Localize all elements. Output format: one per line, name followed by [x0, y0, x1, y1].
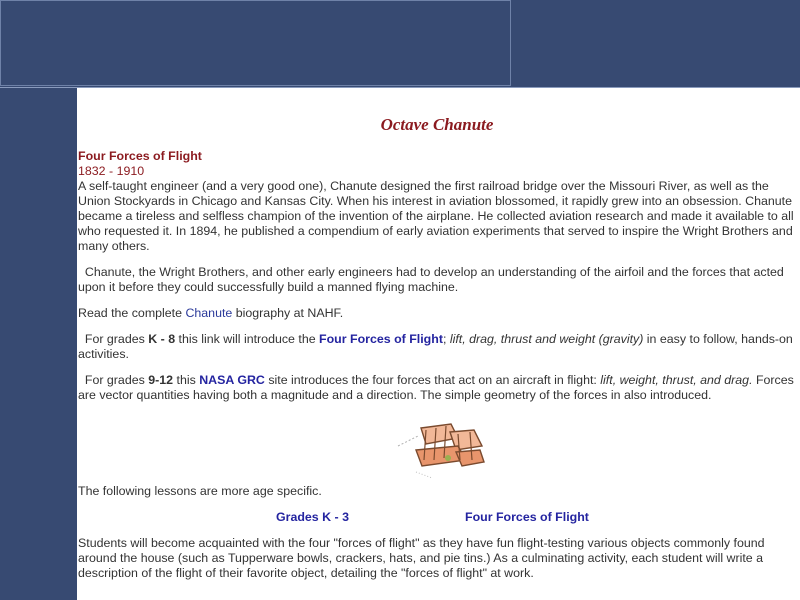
- page-title: Octave Chanute: [380, 115, 494, 134]
- grades-k3-link[interactable]: Grades K - 3: [276, 510, 349, 524]
- g912-suffix: Forces are vector quantities having both a magnitude and a direction. The simple geometry of the forces in also introduced.: [78, 373, 794, 402]
- header-panel: [0, 0, 511, 86]
- k8-mid: this link will introduce the: [175, 332, 320, 346]
- bio-paragraph: A self-taught engineer (and a very good one), Chanute designed the first railroad bridge over the Missouri River, as well as the Union Stockyards in Chicago and Kansas City. When his interest in aviation blossomed, it rapidly grew into an obsession. Chanute became a tireless and selfless champion of the invention of the airplane. He collected aviation research and made it available to all who requested it. In 1894, he published a compendium of early aviation experiments that served to inspire the Wright Brothers and many others.: [78, 179, 794, 253]
- four-forces-link[interactable]: Four Forces of Flight: [319, 332, 443, 346]
- k8-suffix: in easy to follow, hands-on activities.: [78, 332, 793, 361]
- g912-text: site introduces the four forces that act on an aircraft in flight:: [264, 373, 601, 387]
- read-suffix: biography at NAHF.: [232, 306, 344, 320]
- age-specific-paragraph: The following lessons are more age specific.: [78, 484, 322, 498]
- lesson-four-forces-link[interactable]: Four Forces of Flight: [465, 510, 589, 524]
- g912-prefix: For grades: [78, 373, 149, 387]
- wright-flyer-icon: [396, 416, 486, 482]
- lifespan-years: 1832 - 1910: [78, 164, 145, 178]
- k8-sep: ;: [442, 332, 450, 346]
- g912-mid: this: [173, 373, 200, 387]
- nasa-grc-link[interactable]: NASA GRC: [199, 373, 265, 387]
- g912-grade: 9-12: [148, 373, 174, 387]
- students-paragraph: Students will become acquainted with the four "forces of flight" as they have fun flight-testing various objects commonly found around the house (such as Tupperware bowls, crackers, hats, and pie tins.) As a culminating activity, each student will write a description of the flight of their favorite object, detailing the "forces of flight" at work.: [78, 536, 765, 580]
- grades-912-paragraph: [78, 373, 796, 403]
- main-content: [78, 88, 796, 592]
- airfoil-paragraph: Chanute, the Wright Brothers, and other early engineers had to develop an understanding of the airfoil and the forces that acted upon it before they could successfully build a manned flying machine.: [78, 265, 784, 294]
- read-prefix: Read the complete: [78, 306, 186, 320]
- k8-prefix: For grades: [78, 332, 149, 346]
- section-subtitle: Four Forces of Flight: [78, 149, 202, 163]
- header-banner: [0, 0, 800, 88]
- chanute-biography-link[interactable]: Chanute: [185, 306, 233, 320]
- g912-forces-list: lift, weight, thrust, and drag.: [600, 373, 753, 387]
- left-sidebar: [0, 88, 77, 600]
- k8-forces-list: lift, drag, thrust and weight (gravity): [449, 332, 644, 346]
- lesson-links-row: [78, 510, 796, 536]
- k8-paragraph: [78, 332, 796, 362]
- read-biography-paragraph: [78, 306, 796, 321]
- k8-grade: K - 8: [148, 332, 176, 346]
